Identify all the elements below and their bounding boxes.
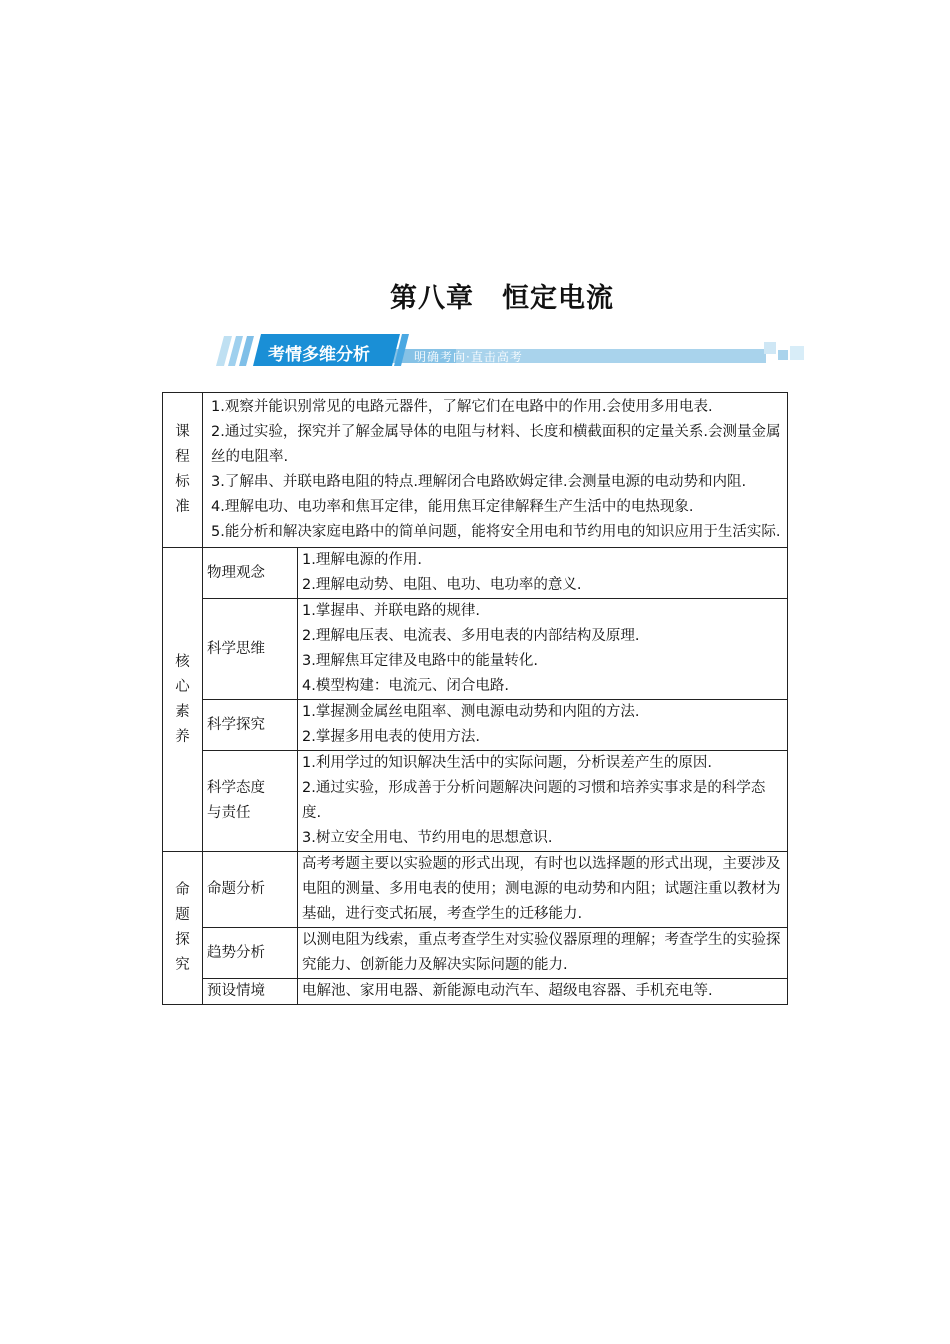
core-sub-label: 科学态度 与责任 [203, 751, 298, 852]
core-label: 核 心 素 养 [163, 548, 203, 852]
core-sub-label: 科学探究 [203, 700, 298, 751]
core-row-physics-concept [163, 548, 788, 599]
core-sub-label: 物理观念 [203, 548, 298, 599]
core-row-attitude-responsibility [163, 751, 788, 852]
exam-row-trend [163, 928, 788, 979]
exam-label: 命 题 探 究 [163, 852, 203, 1005]
analysis-table [162, 392, 788, 1005]
core-row-scientific-thinking [163, 599, 788, 700]
core-content: 1.掌握串、并联电路的规律. 2.理解电压表、电流表、多用电表的内部结构及原理. 3.理解焦耳定律及电路中的能量转化. 4.模型构建：电流元、闭合电路. [298, 599, 788, 700]
exam-content: 以测电阻为线索，重点考查学生对实验仪器原理的理解；考查学生的实验探究能力、创新能力及解决实际问题的能力. [298, 928, 788, 979]
core-sub-label: 科学思维 [203, 599, 298, 700]
core-row-scientific-inquiry [163, 700, 788, 751]
core-content: 1.理解电源的作用. 2.理解电动势、电阻、电功、电功率的意义. [298, 548, 788, 599]
core-content: 1.掌握测金属丝电阻率、测电源电动势和内阻的方法. 2.掌握多用电表的使用方法. [298, 700, 788, 751]
curriculum-row [163, 393, 788, 548]
banner-subtitle: 明确考向·直击高考 [414, 350, 523, 364]
chapter-title: 第八章 恒定电流 [390, 283, 614, 314]
exam-content: 高考考题主要以实验题的形式出现，有时也以选择题的形式出现，主要涉及电阻的测量、多用电表的使用；测电源的电动势和内阻；试题注重以教材为基础，进行变式拓展，考查学生的迁移能力. [298, 852, 788, 928]
exam-content: 电解池、家用电器、新能源电动汽车、超级电容器、手机充电等. [298, 979, 788, 1005]
exam-sub-label: 预设情境 [203, 979, 298, 1005]
exam-sub-label: 命题分析 [203, 852, 298, 928]
core-content: 1.利用学过的知识解决生活中的实际问题，分析误差产生的原因. 2.通过实验，形成善于分析问题解决问题的习惯和培养实事求是的科学态度. 3.树立安全用电、节约用电的思想意识. [298, 751, 788, 852]
exam-sub-label: 趋势分析 [203, 928, 298, 979]
banner-title: 考情多维分析 [268, 345, 370, 365]
exam-row-analysis [163, 852, 788, 928]
exam-row-scenario [163, 979, 788, 1005]
curriculum-content: 1.观察并能识别常见的电路元器件，了解它们在电路中的作用.会使用多用电表. 2.通过实验，探究并了解金属导体的电阻与材料、长度和横截面积的定量关系.会测量金属丝的电阻率. 3.了解串、并联电路电阻的特点.理解闭合电路欧姆定律.会测量电源的电动势和内阻. 4.理解电功、电功率和焦耳定律，能用焦耳定律解释生产生活中的电热现象. 5.能分析和解决家庭电路中的简单问题，能将安全用电和节约用电的知识应用于生活实际. [203, 393, 788, 548]
curriculum-label: 课 程 标 准 [163, 393, 203, 548]
